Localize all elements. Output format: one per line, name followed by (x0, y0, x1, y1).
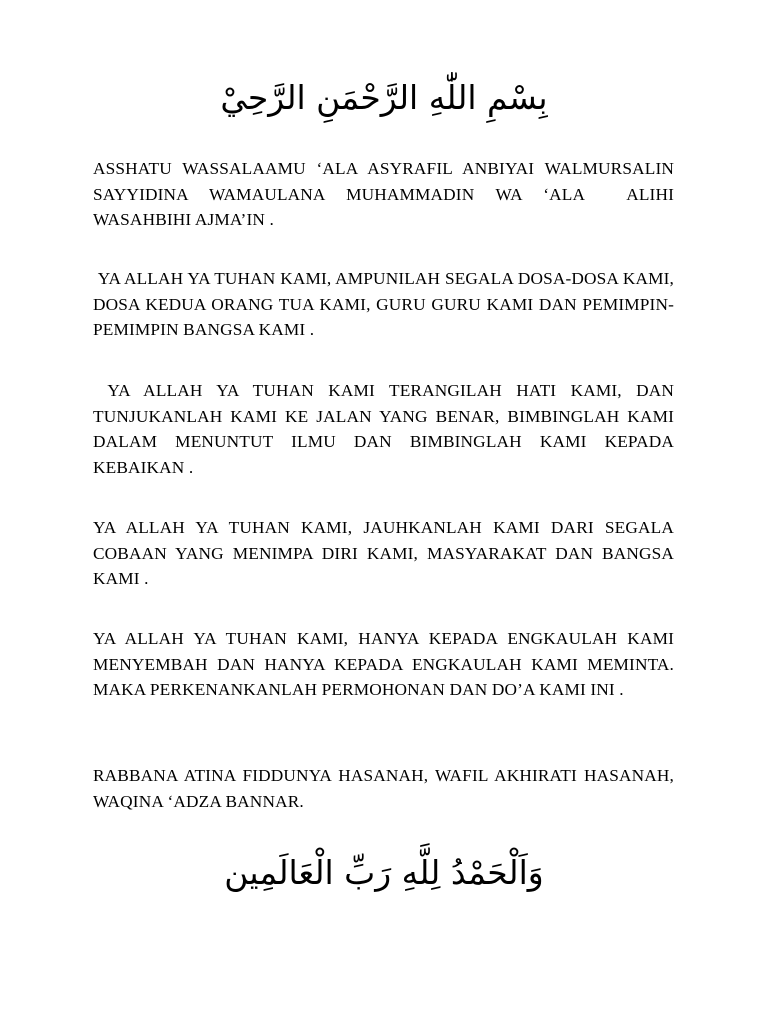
paragraph-rabbana: RABBANA ATINA FIDDUNYA HASANAH, WAFIL AKHIRATI HASANAH, WAQINA ‘ADZA BANNAR. (93, 766, 679, 811)
paragraph-supplication: YA ALLAH YA TUHAN KAMI, HANYA KEPADA ENGKAULAH KAMI MENYEMBAH DAN HANYA KEPADA ENGKAULAH KAMI MEMINTA. MAKA PERKENANKANLAH PERMOHONAN DAN DO’A KAMI INI . (93, 629, 679, 700)
paragraph-salawat: ASSHATU WASSALAAMU ‘ALA ASYRAFIL ANBIYAI WALMURSALIN SAYYIDINA WAMAULANA MUHAMMADIN WA ‘ALA ALIHI WASAHBIHI AJMA’IN . (93, 159, 679, 230)
paragraph-forgiveness: YA ALLAH YA TUHAN KAMI, AMPUNILAH SEGALA DOSA-DOSA KAMI, DOSA KEDUA ORANG TUA KAMI, GURU GURU KAMI DAN PEMIMPIN-PEMIMPIN BANGSA KAMI . (93, 269, 679, 340)
hamdalah-closing: وَاَلْحَمْدُ لِلَّهِ رَبِّ الْعَالَمِين (224, 853, 544, 892)
paragraph-guidance: YA ALLAH YA TUHAN KAMI TERANGILAH HATI KAMI, DAN TUNJUKANLAH KAMI KE JALAN YANG BENAR, BIMBINGLAH KAMI DALAM MENUNTUT ILMU DAN BIMBINGLAH KAMI KEPADA KEBAIKAN . (93, 381, 679, 477)
paragraph-protection: YA ALLAH YA TUHAN KAMI, JAUHKANLAH KAMI DARI SEGALA COBAAN YANG MENIMPA DIRI KAMI, MASYARAKAT DAN BANGSA KAMI . (93, 518, 679, 589)
bismillah-heading: بِسْمِ اللّٰهِ الرَّحْمَنِ الرَّحِيْ (220, 78, 548, 117)
